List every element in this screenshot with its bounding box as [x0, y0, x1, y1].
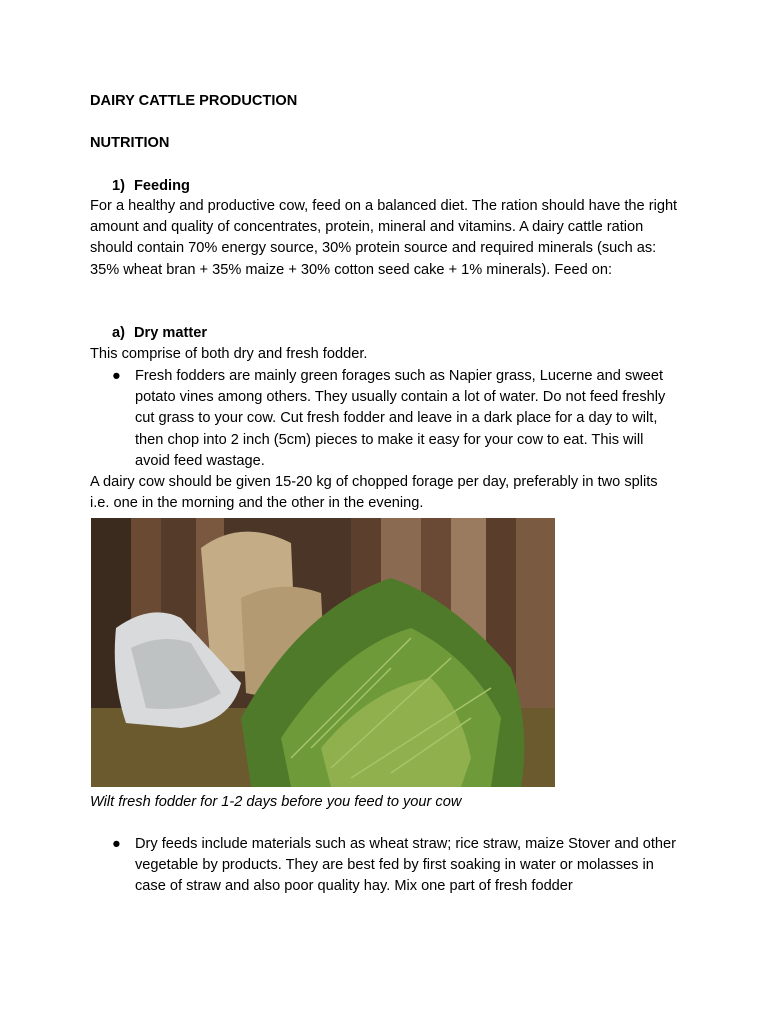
section-heading-nutrition: NUTRITION: [90, 135, 170, 151]
list-item-text: Dry feeds include materials such as wheat straw; rice straw, maize Stover and other vegetable by products. They are best fed by first soaking in water or molasses in case of straw and also poor quality hay. Mix one part of fresh fodder: [135, 836, 677, 895]
subheading-label: Feeding: [134, 178, 190, 194]
bullet-icon: ●: [112, 836, 121, 852]
bullet-list-fresh-fodder: [90, 366, 680, 472]
list-item: [90, 834, 680, 898]
feeding-paragraph: For a healthy and productive cow, feed on a balanced diet. The ration should have the right amount and quality of concentrates, protein, mineral and vitamins. A dairy cattle ration should contain 70% energy source, 30% protein source and required minerals (such as: 35% wheat bran + 35% maize + 30% cotton seed cake + 1% minerals). Feed on:: [90, 198, 678, 278]
dry-matter-paragraph: This comprise of both dry and fresh fodder.: [90, 346, 368, 362]
fodder-photo: [91, 518, 555, 787]
bullet-list-dry-feeds: [90, 834, 680, 898]
subheading-feeding: [112, 176, 702, 197]
subheading-letter: a): [112, 325, 125, 341]
document-title: DAIRY CATTLE PRODUCTION: [90, 93, 298, 109]
list-item-text: Fresh fodders are mainly green forages such as Napier grass, Lucerne and sweet potato vines among others. They usually contain a lot of water. Do not feed freshly cut grass to your cow. Cut fresh fodder and leave in a dark place for a day to wilt, then chop into 2 inch (5cm) pieces to make it easy for your cow to eat. This will avoid feed wastage.: [135, 368, 666, 469]
subheading-label: Dry matter: [134, 325, 207, 341]
subheading-number: 1): [112, 178, 125, 194]
list-item: [90, 366, 680, 472]
bullet-icon: ●: [112, 368, 121, 384]
photo-caption: Wilt fresh fodder for 1-2 days before you feed to your cow: [90, 794, 462, 810]
subheading-dry-matter: [112, 323, 702, 344]
forage-quantity-paragraph: A dairy cow should be given 15-20 kg of chopped forage per day, preferably in two splits i.e. one in the morning and the other in the evening.: [90, 474, 658, 512]
